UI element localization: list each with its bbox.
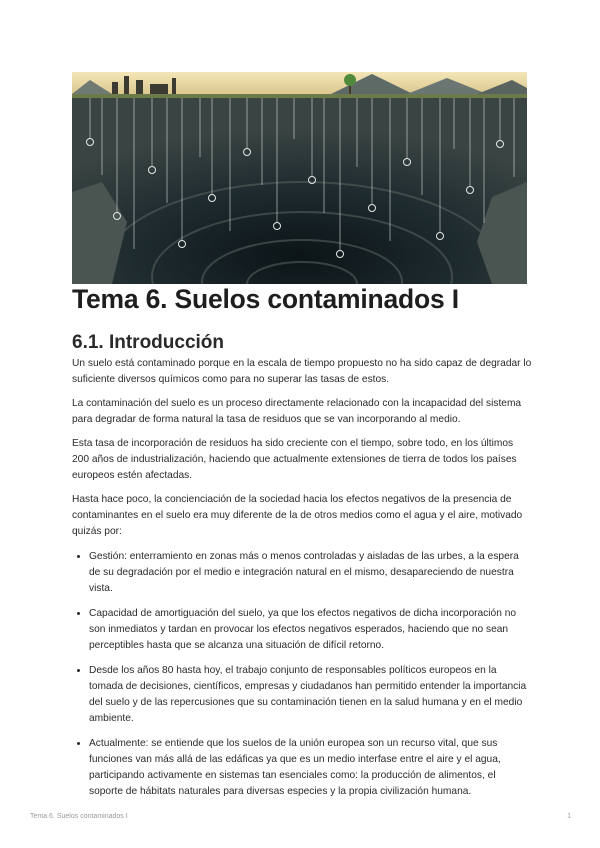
- list-item: • Gestión: enterramiento en zonas más o menos controladas y aisladas de las urbes, a la espera de su degradación por el medio e integración natural en el mismo, desapareciendo de nuestra vista.: [89, 548, 532, 597]
- page-number: 1: [567, 813, 571, 820]
- paragraph: La contaminación del suelo es un proceso directamente relacionado con la incapacidad del sistema para degradar de forma natural la tasa de residuos que se van incorporando al medio.: [72, 398, 522, 425]
- footer-title: Tema 6. Suelos contaminados I: [30, 813, 128, 820]
- body-text: [72, 356, 532, 808]
- page-title: Tema 6. Suelos contaminados I: [72, 284, 459, 314]
- paragraph: Hasta hace poco, la concienciación de la sociedad hacia los efectos negativos de la presencia de contaminantes en el suelo era muy diferente de la de otros medios como el agua y el aire, motivado quizás por:: [72, 494, 523, 537]
- bullet-list: [72, 548, 532, 800]
- contaminated-soil-illustration: [72, 72, 527, 284]
- paragraph: Esta tasa de incorporación de residuos ha sido creciente con el tiempo, sobre todo, en los últimos 200 años de industrialización, haciendo que actualmente extensiones de tierra de todos los países europeos estén afectadas.: [72, 438, 517, 481]
- list-item: • Actualmente: se entiende que los suelos de la unión europea son un recurso vital, que sus funciones van más allá de las edáficas ya que es un medio interfase entre el aire y el agua, participando activamente en sistemas tan esenciales como: la producción de alimentos, el soporte de hábitats naturales para diversas especies y la propia civilización humana.: [89, 735, 532, 800]
- list-item: • Desde los años 80 hasta hoy, el trabajo conjunto de responsables políticos europeos en la tomada de decisiones, científicos, empresas y ciudadanos han permitido entender la importancia del suelo y de las repercusiones que su contaminación tienen en la salud humana y en el medio ambiente.: [89, 662, 532, 727]
- list-item: • Capacidad de amortiguación del suelo, ya que los efectos negativos de dicha incorporación no son inmediatos y tardan en provocar los efectos negativos esperados, haciendo que no sean perceptibles hasta que se alcanza una situación de difícil retorno.: [89, 605, 532, 654]
- section-heading: 6.1. Introducción: [72, 332, 225, 353]
- paragraph: Un suelo está contaminado porque en la escala de tiempo propuesto no ha sido capaz de degradar lo suficiente diversos químicos como para no superar las tasas de estos.: [72, 358, 532, 385]
